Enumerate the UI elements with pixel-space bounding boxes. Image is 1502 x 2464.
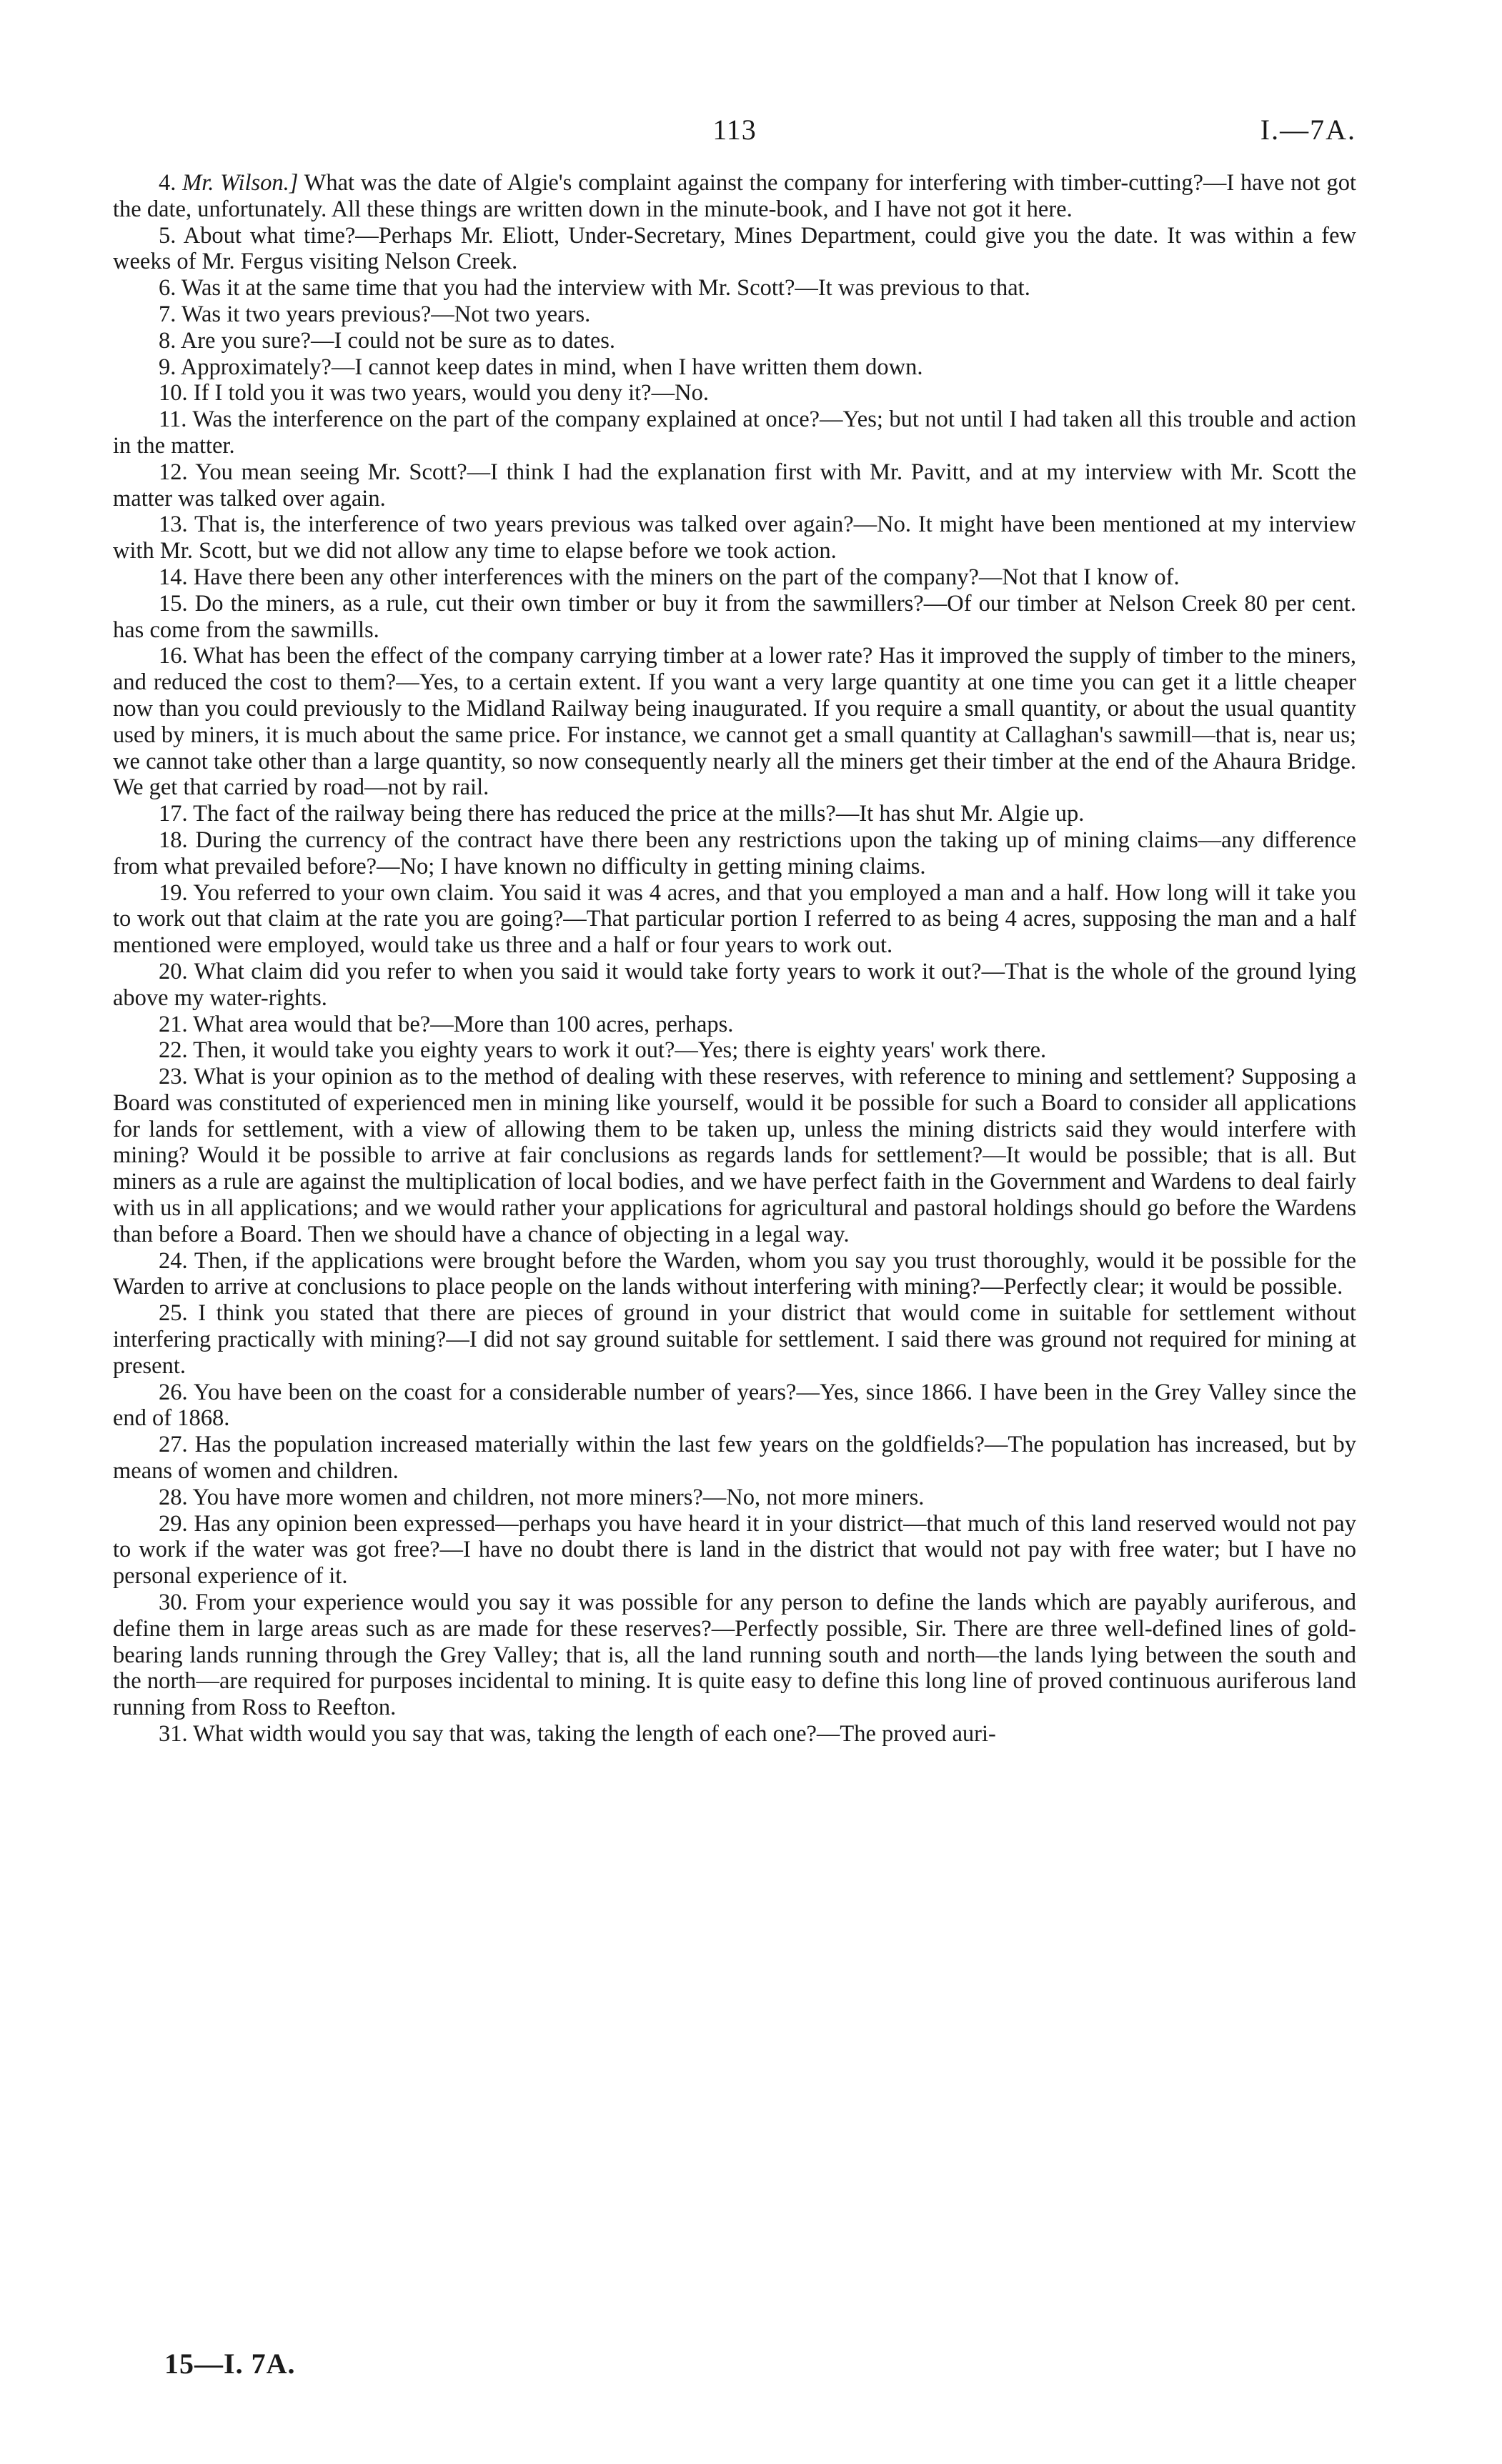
question-number: 12. (159, 459, 188, 485)
document-page (113, 0, 1356, 2464)
question-number: 9. (159, 354, 176, 380)
question-paragraph (113, 1721, 1356, 1747)
question-and-answer-text: Are you sure?—I could not be sure as to dates. (180, 327, 616, 354)
question-number: 28. (159, 1484, 188, 1510)
question-and-answer-text: You have been on the coast for a considerable number of years?—Yes, since 1866. I have been in the Grey Valley since the end of 1868. (113, 1379, 1357, 1432)
question-paragraph (113, 564, 1356, 591)
question-number: 11. (159, 406, 187, 433)
question-number: 19. (159, 879, 188, 906)
question-and-answer-text: Was the interference on the part of the company explained at once?—Yes; but not until I had taken all this trouble and action in the matter. (113, 406, 1356, 459)
question-number: 26. (159, 1379, 188, 1405)
question-number: 20. (159, 958, 188, 984)
question-number: 31. (159, 1721, 188, 1747)
question-and-answer-text: The fact of the railway being there has reduced the price at the mills?—It has shut Mr. Algie up. (193, 801, 1085, 827)
question-number: 29. (159, 1510, 188, 1537)
question-and-answer-text: Have there been any other interferences with the miners on the part of the company?—Not that I know of. (193, 564, 1180, 590)
question-and-answer-text: Do the miners, as a rule, cut their own timber or buy it from the sawmillers?—Of our timber at Nelson Creek 80 per cent. has come from the sawmills. (113, 590, 1356, 643)
question-paragraph (113, 301, 1356, 328)
sheet-signature: 15—I. 7A. (164, 2348, 296, 2380)
question-and-answer-text: You mean seeing Mr. Scott?—I think I had the explanation first with Mr. Pavitt, and at my interview with Mr. Scott the matter was talked over again. (113, 459, 1356, 512)
question-paragraph (113, 380, 1356, 406)
question-paragraph (113, 1590, 1356, 1721)
question-number: 27. (159, 1432, 188, 1458)
question-number: 23. (159, 1064, 188, 1090)
question-paragraph (113, 880, 1356, 959)
question-and-answer-text: You have more women and children, not more miners?—No, not more miners. (192, 1484, 925, 1510)
question-and-answer-text: I think you stated that there are pieces of ground in your district that would come in suitable for settlement without interfering practically with mining?—I did not say ground suitable for settlement. I said there was ground not required for mining at present. (113, 1300, 1356, 1379)
question-paragraph (113, 959, 1356, 1012)
question-paragraph (113, 1485, 1356, 1511)
question-number: 25. (159, 1300, 188, 1327)
question-and-answer-text: Approximately?—I cannot keep dates in mind, when I have written them down. (180, 354, 923, 380)
question-paragraph (113, 1511, 1356, 1590)
question-paragraph (113, 1037, 1356, 1064)
question-paragraph (113, 170, 1356, 223)
question-and-answer-text: Was it at the same time that you had the interview with Mr. Scott?—It was previous to that. (181, 275, 1030, 301)
question-number: 13. (159, 512, 188, 538)
question-and-answer-text: What was the date of Algie's complaint against the company for interfering with timber-cutting?—I have not got the date, unfortunately. All these things are written down in the minute-book, and I have not got it here. (113, 170, 1356, 222)
question-paragraph (113, 223, 1356, 276)
question-number: 6. (159, 275, 176, 301)
question-and-answer-text: What width would you say that was, taking the length of each one?—The proved auri- (193, 1721, 996, 1747)
question-number: 10. (159, 380, 188, 406)
question-number: 5. (159, 222, 176, 249)
page-number: 113 (712, 114, 757, 146)
question-number: 30. (159, 1590, 188, 1616)
question-paragraph (113, 328, 1356, 354)
question-number: 18. (159, 827, 188, 853)
question-and-answer-text: Then, if the applications were brought before the Warden, whom you say you trust thoroughly, would it be possible for the Warden to arrive at conclusions to place people on the lands without interfering with mining?—Perfectly clear; it would be possible. (113, 1247, 1356, 1300)
question-number: 15. (159, 590, 188, 617)
question-and-answer-text: Was it two years previous?—Not two years. (181, 301, 591, 327)
question-paragraph (113, 827, 1356, 880)
question-paragraph (113, 643, 1356, 801)
question-paragraph (113, 1012, 1356, 1038)
document-reference: I.—7A. (1260, 114, 1356, 146)
question-paragraph (113, 1380, 1356, 1432)
question-and-answer-text: What area would that be?—More than 100 acres, perhaps. (193, 1011, 734, 1037)
question-and-answer-text: Then, it would take you eighty years to work it out?—Yes; there is eighty years' work there. (193, 1037, 1047, 1064)
question-paragraph (113, 1432, 1356, 1485)
question-and-answer-text: What has been the effect of the company carrying timber at a lower rate? Has it improved the supply of timber to the miners, and reduced the cost to them?—Yes, to a certain extent. If you want a very large quantity at one time you can get it a little cheaper now than you could previously to the Midland Railway being inaugurated. If you require a small quantity, or about the usual quantity used by miners, it is much about the same price. For instance, we cannot get a small quantity at Callaghan's sawmill—that is, near us; we cannot take other than a large quantity, so now consequently nearly all the miners get their timber at the end of the Ahaura Bridge. We get that carried by road—not by rail. (113, 643, 1356, 801)
question-and-answer-text: What claim did you refer to when you said it would take forty years to work it out?—That is the whole of the ground lying above my water-rights. (113, 958, 1356, 1011)
page-header (113, 113, 1356, 149)
question-number: 16. (159, 643, 188, 669)
question-and-answer-text: If I told you it was two years, would you deny it?—No. (193, 380, 709, 406)
question-number: 24. (159, 1247, 188, 1274)
question-and-answer-text: About what time?—Perhaps Mr. Eliott, Under-Secretary, Mines Department, could give you the date. It was within a few weeks of Mr. Fergus visiting Nelson Creek. (113, 222, 1356, 275)
question-and-answer-text: You referred to your own claim. You said it was 4 acres, and that you employed a man and a half. How long will it take you to work out that claim at the rate you are going?—That particular portion I referred to as being 4 acres, supposing the man and a half mentioned were employed, would take us three and a half or four years to work out. (113, 879, 1356, 959)
speaker-name: Mr. Wilson.] (182, 170, 299, 196)
question-paragraph (113, 1300, 1356, 1379)
question-and-answer-text: From your experience would you say it was possible for any person to define the lands which are payably auriferous, and define them in large areas such as are made for these reserves?—Perfectly possible, Sir. There are three well-defined lines of gold-bearing lands running through the Grey Valley; that is, all the land running south and north—the lands lying between the south and the north—are required for purposes incidental to mining. It is quite easy to define this long line of proved continuous auriferous land running from Ross to Reefton. (113, 1590, 1356, 1721)
question-number: 8. (159, 327, 176, 354)
question-number: 22. (159, 1037, 188, 1064)
question-and-answer-text: What is your opinion as to the method of dealing with these reserves, with reference to mining and settlement? Supposing a Board was constituted of experienced men in mining like yourself, would it be possible for such a Board to consider all applications for lands for settlement, with a view of allowing them to be taken up, unless the mining districts said they would interfere with mining? Would it be possible to arrive at fair conclusions as regards lands for settlement?—It would be possible; that is all. But miners as a rule are against the multiplication of local bodies, and we have perfect faith in the Government and Wardens to deal fairly with us in all applications; and we would rather your applications for agricultural and pastoral holdings should go before the Wardens than before a Board. Then we should have a chance of objecting in a legal way. (113, 1064, 1356, 1247)
question-and-answer-text: That is, the interference of two years previous was talked over again?—No. It might have been mentioned at my interview with Mr. Scott, but we did not allow any time to elapse before we took action. (113, 512, 1356, 564)
testimony-body (113, 170, 1356, 1747)
question-number: 17. (159, 801, 188, 827)
question-paragraph (113, 512, 1356, 564)
question-number: 14. (159, 564, 188, 590)
question-paragraph (113, 406, 1356, 459)
question-paragraph (113, 1064, 1356, 1248)
question-and-answer-text: Has the population increased materially within the last few years on the goldfields?—The population has increased, but by means of women and children. (113, 1432, 1356, 1485)
question-and-answer-text: During the currency of the contract have there been any restrictions upon the taking up of mining claims—any difference from what prevailed before?—No; I have known no difficulty in getting mining claims. (113, 827, 1357, 879)
question-paragraph (113, 801, 1356, 827)
question-paragraph (113, 1248, 1356, 1301)
question-paragraph (113, 275, 1356, 301)
question-number: 21. (159, 1011, 188, 1037)
question-paragraph (113, 459, 1356, 512)
question-and-answer-text: Has any opinion been expressed—perhaps you have heard it in your district—that much of this land reserved would not pay to work if the water was got free?—I have no doubt there is land in the district that would not pay with free water; but I have no personal experience of it. (113, 1510, 1356, 1590)
question-paragraph (113, 354, 1356, 381)
question-number: 4. (159, 170, 176, 196)
question-paragraph (113, 591, 1356, 644)
question-number: 7. (159, 301, 176, 327)
